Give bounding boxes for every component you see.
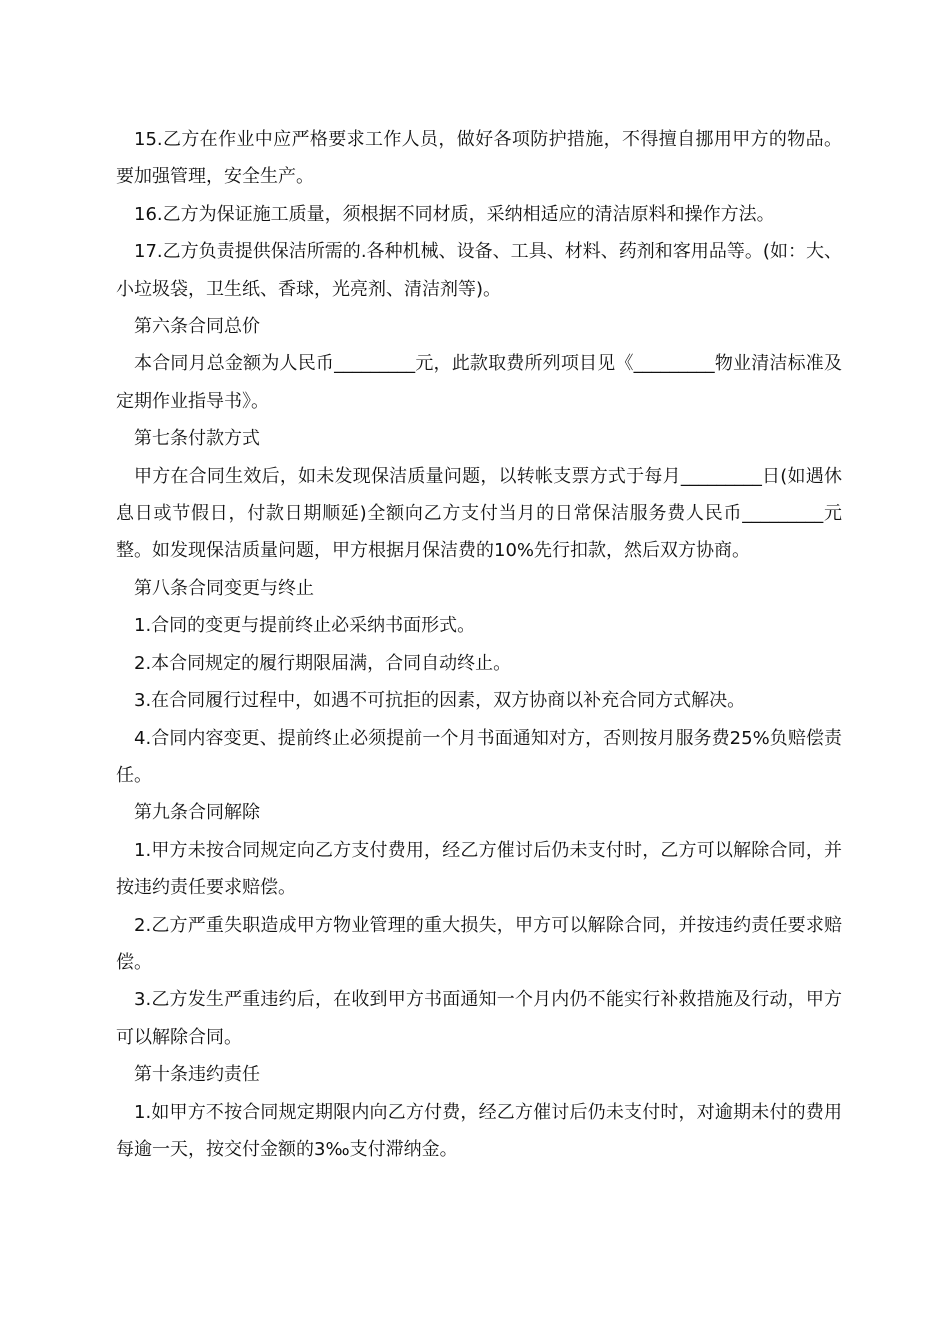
section-heading: 第九条合同解除: [134, 802, 260, 824]
clause-item: 1.合同的变更与提前终止必采纳书面形式。: [134, 615, 476, 637]
clause-item: 1.甲方未按合同规定向乙方支付费用，经乙方催讨后仍未支付时，乙方可以解除合同，并按违约责任要求赔偿。: [116, 839, 842, 899]
clause-item: 3.在合同履行过程中，如遇不可抗拒的因素，双方协商以补充合同方式解决。: [134, 690, 746, 712]
clause-item: 甲方在合同生效后，如未发现保洁质量问题，以转帐支票方式于每月_________日(如遇休息日或节假日，付款日期顺延)全额向乙方支付当月的日常保洁服务费人民币_________元整。如发现保洁质量问题，甲方根据月保洁费的10%先行扣款，然后双方协商。: [116, 465, 842, 562]
clause-item: 本合同月总金额为人民币_________元，此款取费所列项目见《_________物业清洁标准及定期作业指导书》。: [116, 353, 842, 412]
clause-item: 15.乙方在作业中应严格要求工作人员，做好各项防护措施，不得擅自挪用甲方的物品。要加强管理，安全生产。: [116, 129, 842, 188]
section-heading: 第八条合同变更与终止: [134, 577, 314, 599]
clause-item: 1.如甲方不按合同规定期限内向乙方付费，经乙方催讨后仍未支付时，对逾期未付的费用每逾一天，按交付金额的3‰支付滞纳金。: [116, 1101, 842, 1160]
clause-item: 16.乙方为保证施工质量，须根据不同材质，采纳相适应的清洁原料和操作方法。: [134, 203, 775, 225]
document-body: [116, 121, 842, 1168]
section-heading: 第六条合同总价: [134, 316, 260, 338]
section-heading: 第十条违约责任: [134, 1064, 260, 1086]
clause-item: 3.乙方发生严重违约后，在收到甲方书面通知一个月内仍不能实行补救措施及行动，甲方可以解除合同。: [116, 989, 842, 1048]
clause-item: 17.乙方负责提供保洁所需的.各种机械、设备、工具、材料、药剂和客用品等。(如：大、小垃圾袋，卫生纸、香球，光亮剂、清洁剂等)。: [116, 241, 842, 300]
clause-item: 2.本合同规定的履行期限届满，合同自动终止。: [134, 652, 512, 674]
clause-item: 4.合同内容变更、提前终止必须提前一个月书面通知对方，否则按月服务费25%负赔偿责任。: [116, 727, 842, 786]
clause-item: 2.乙方严重失职造成甲方物业管理的重大损失，甲方可以解除合同，并按违约责任要求赔偿。: [116, 914, 842, 973]
section-heading: 第七条付款方式: [134, 428, 260, 450]
